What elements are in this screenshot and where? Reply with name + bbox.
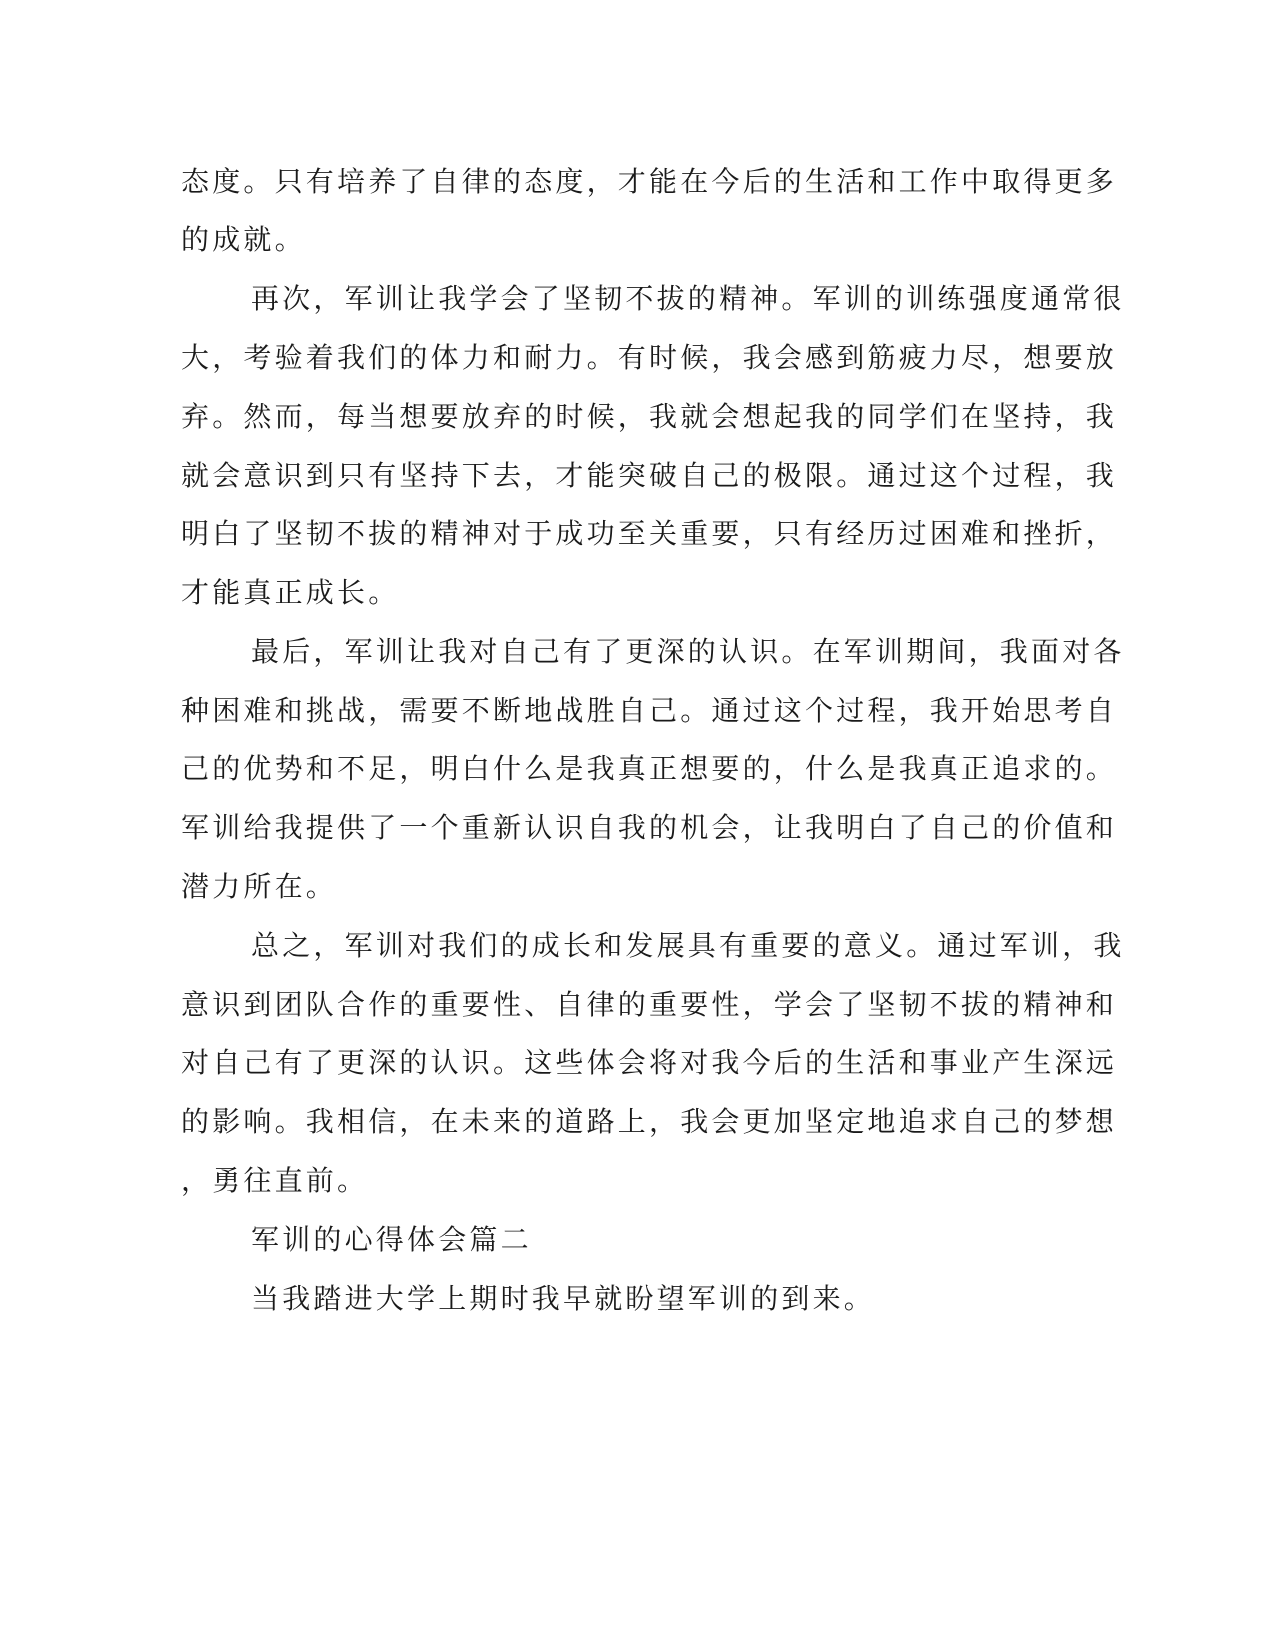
text-line: 弃。然而，每当想要放弃的时候，我就会想起我的同学们在坚持，我 — [181, 400, 1118, 433]
text-line: 潜力所在。 — [181, 870, 338, 903]
text-line: 军训给我提供了一个重新认识自我的机会，让我明白了自己的价值和 — [181, 811, 1118, 844]
text-line: 态度。只有培养了自律的态度，才能在今后的生活和工作中取得更多 — [181, 165, 1118, 198]
text-line: 种困难和挑战，需要不断地战胜自己。通过这个过程，我开始思考自 — [181, 694, 1118, 727]
text-line: 大，考验着我们的体力和耐力。有时候，我会感到筋疲力尽，想要放 — [181, 341, 1118, 374]
text-line: 明白了坚韧不拔的精神对于成功至关重要，只有经历过困难和挫折， — [181, 517, 1118, 550]
text-line: 总之，军训对我们的成长和发展具有重要的意义。通过军训，我 — [251, 929, 1125, 962]
text-line: 的成就。 — [181, 223, 306, 256]
text-line: 就会意识到只有坚持下去，才能突破自己的极限。通过这个过程，我 — [181, 459, 1118, 492]
text-line: ，勇往直前。 — [181, 1164, 369, 1197]
text-line: 再次，军训让我学会了坚韧不拔的精神。军训的训练强度通常很 — [251, 282, 1125, 315]
text-line: 己的优势和不足，明白什么是我真正想要的，什么是我真正追求的。 — [181, 752, 1118, 785]
text-line: 的影响。我相信，在未来的道路上，我会更加坚定地追求自己的梦想 — [181, 1105, 1118, 1138]
text-line: 当我踏进大学上期时我早就盼望军训的到来。 — [251, 1282, 876, 1315]
text-line: 意识到团队合作的重要性、自律的重要性，学会了坚韧不拔的精神和 — [181, 988, 1118, 1021]
text-line: 对自己有了更深的认识。这些体会将对我今后的生活和事业产生深远 — [181, 1046, 1118, 1079]
text-line: 最后，军训让我对自己有了更深的认识。在军训期间，我面对各 — [251, 635, 1125, 668]
text-line: 才能真正成长。 — [181, 576, 400, 609]
section-heading: 军训的心得体会篇二 — [251, 1223, 532, 1256]
